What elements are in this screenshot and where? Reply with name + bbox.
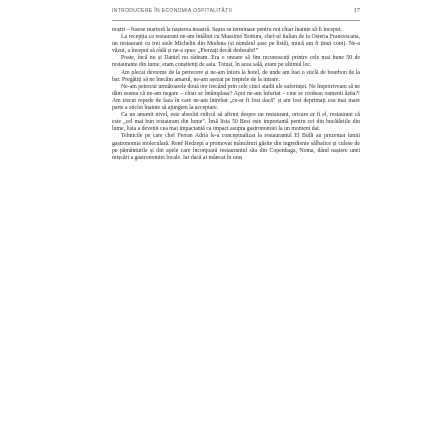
paragraph: Tehnicile pe care chef Ferran Adrià le-a conceptualizat la restaurantul El Bulli au prezentat lumii gastronomia moleculară. René Redzepi a promovat mâncăruri găsite din ingrediente sălbatice și culese de pe pământurile și din apele care înconjoară restaurantul său din Copenhaga, Noma, dând naștere unei mișcări a gastronomiei locale. Iar dacă ai mâncat în oraș: [112, 133, 360, 161]
paragraph: noștri – fusese martoră la nașterea noastră. Seara se terminase pentru noi chiar înainte să fi început.: [112, 27, 342, 33]
paragraph: Am plecat devreme de la petrecere și ne-am întors la hotel, de unde am luat o sticlă de bourbon de la bar. Pregătiți să ne înecăm amarul, ne-am așezat pe treptele de la intrare.: [112, 69, 360, 83]
paragraph: Poate, încă nu și Daniel nu râdeam. Era o onoare să fim recunoscuți printre cele mai bune 50 de restaurante din lume, eram conștienți de asta. Totuși, în acea sală, eram pe ultimul loc.: [112, 55, 360, 69]
paragraph: Ne-am petrecut următoarele două ore trecând prin cele cinci stadii ale suferinței. Ne împotriveam să ne dăm seama că ne-am negare – chiar se întâmplase? Apoi ne-am înfuriat – cine se credeau oamenii ăștia?! Am trecut repede de faza în care ne-am întrebat „ce-ar fi fost dacă” și am fost deprimați cea mai mare parte a sticlei înainte să ajungem la acceptare.: [112, 83, 360, 112]
paragraph: La recepția ca restaurant ne-am întâlnit cu Massimo Bottura, chef-ul italian de la Osteria Francescana, un restaurant cu trei stele Michelin din Modena (și numărul șase pe listă), mucă am fi ținut cont). Ne-a văzut, a început să râdă și ne-a spus: „Pierzați decât dedesubt!”: [112, 34, 360, 55]
page-number: 17: [353, 7, 360, 14]
running-header: [112, 6, 360, 21]
paragraph: Ca un anumit nivel, este absolut ridicol să afirmi despre un restaurant, oricare ar fi el, restaurant că este „cel mai bun restaurant din lume”. Însă lista 50 Best este importantă pentru cei din bucătăriile din lume, lista a devenit cea mai impactantă ca impact asupra gastronomiei la un moment dat.: [112, 112, 360, 133]
header-title: INTRODUCERE ÎN ECONOMIA OSPITALITĂȚII: [112, 8, 233, 14]
body-text: [112, 27, 360, 162]
